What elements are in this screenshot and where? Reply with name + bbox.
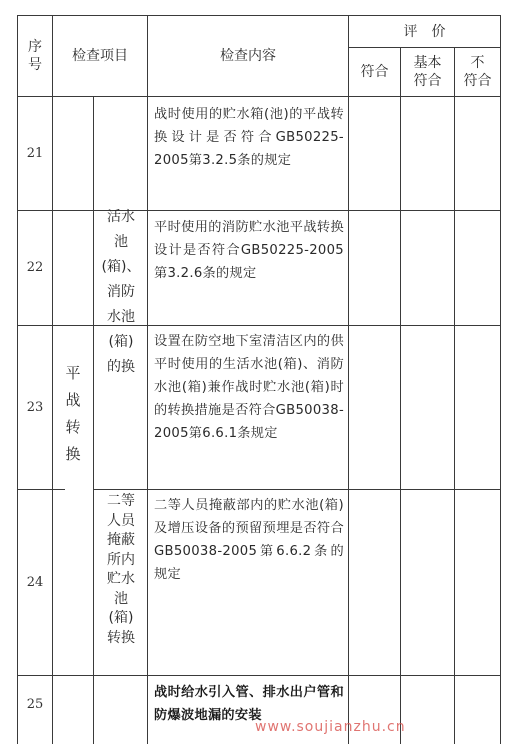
category-shelter-tank: 二等 人员 掩蔽 所内 贮水 池 (箱) 转换 [107,493,135,646]
rule [17,325,501,326]
row-content: 战时使用的贮水箱(池)的平战转换设计是否符合GB50225-2005第3.2.5条的规定 [154,107,344,168]
header-item: 检查项目 [72,48,128,64]
row-number: 24 [26,574,44,590]
row-number: 23 [26,399,44,415]
row-content: 设置在防空地下室清洁区内的供平时使用的生活水池(箱)、消防水池(箱)兼作战时贮水池(箱)时的转换措施是否符合GB50038-2005第6.6.1条规定 [154,334,344,441]
row-number: 25 [26,697,44,712]
header-option-conform: 符合 [360,64,389,80]
rule [400,47,401,744]
rule [348,15,349,744]
rule [93,96,94,744]
rule [500,15,501,744]
rule [17,675,501,676]
header-evaluation: 评 价 [403,23,446,40]
rule [93,489,501,490]
rule [454,47,455,744]
rule [17,210,501,211]
category-water-tank: 活水 池 (箱)、 消防 水池 (箱) 的换 [101,209,141,375]
header-option-basic: 基本 符合 [413,55,442,89]
rule [52,15,53,744]
row-content: 战时给水引入管、排水出户管和防爆波地漏的安装 [154,685,344,723]
rule [147,15,148,744]
header-seq: 序 号 [28,39,42,73]
row-number: 22 [26,260,44,275]
row-content: 平时使用的消防贮水池平战转换设计是否符合GB50225-2005第3.2.6条的规定 [154,220,344,281]
category-main: 平 战 转 换 [65,364,81,463]
header-option-nonconform: 不 符合 [463,55,492,89]
rule [17,96,501,97]
row-content: 二等人员掩蔽部内的贮水池(箱)及增压设备的预留预埋是否符合GB50038-2005第6.6.2条的规定 [154,498,344,582]
header-content: 检查内容 [220,48,276,64]
row-number: 21 [26,145,44,161]
watermark: www.soujianzhu.cn [255,719,406,735]
